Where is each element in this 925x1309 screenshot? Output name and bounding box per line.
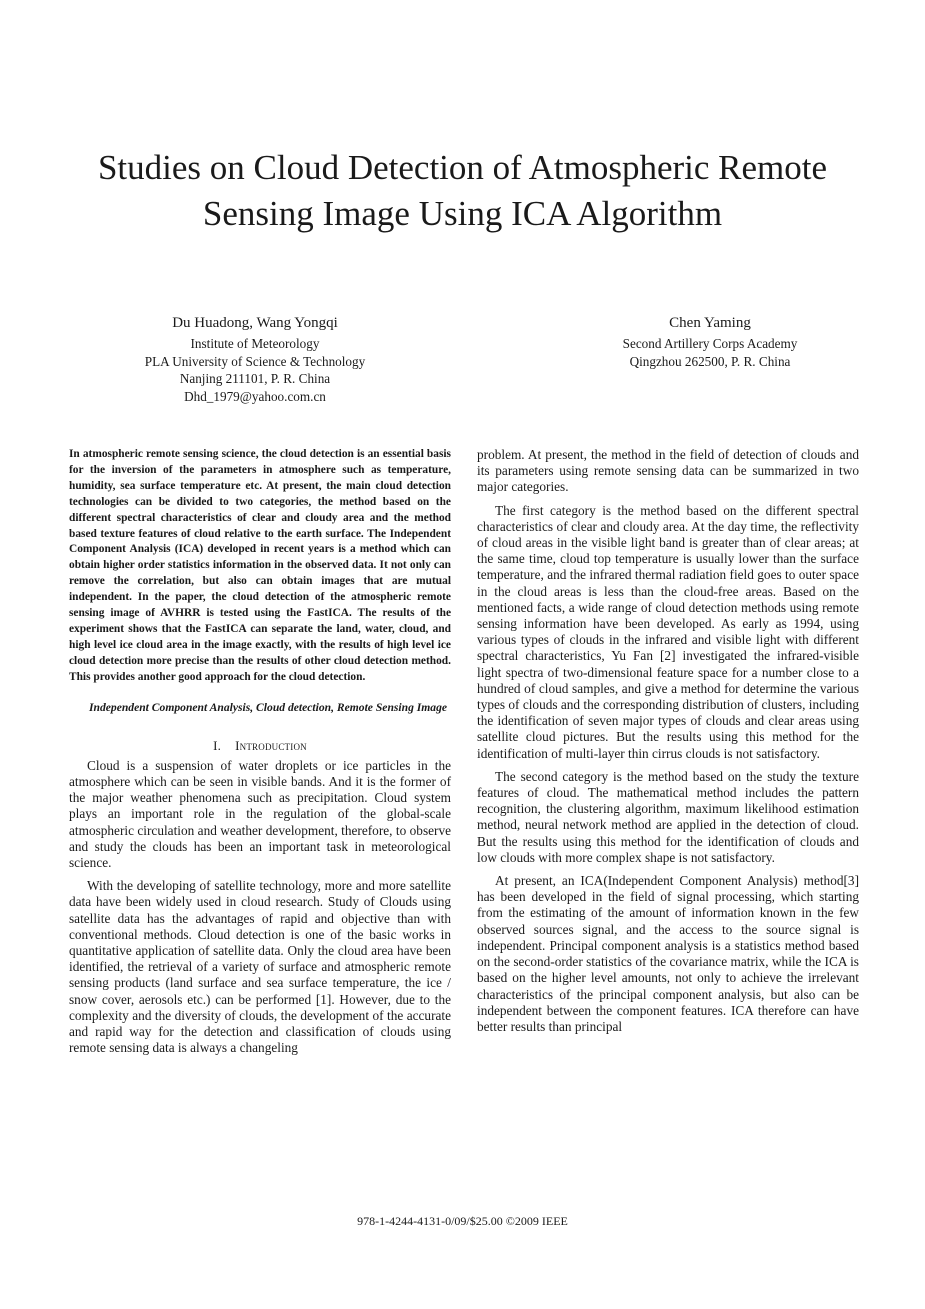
body-paragraph: The first category is the method based on the different spectral characteristics of clear and cloudy area. At the day time, the reflectivity of cloud areas in the visible light band is greater than of clear areas; at the same time, cloud top temperature is usually lower than the surface temperature, and the infrared thermal radiation field goes to outer space in the cloud areas is less than the cloud-free areas. Based on the mentioned facts, a wide range of cloud detection methods using remote sensing information have been developed. As early as 1994, using various types of clouds in the infrared and visible light with different spectral characteristics, Yu Fan [2] investigated the infrared-visible light spectra of two-dimensional feature space for a number close to a hundred of cloud samples, and give a method for determine the various types of clouds and the corresponding distribution of clusters, including the identification of seven major types of clouds and clear areas using satellite cloud pictures. But the results using this method for the identification of multi-layer thin cirrus clouds is not satisfactory. [477,502,859,761]
affiliation-line: Second Artillery Corps Academy [622,336,798,351]
author-block-right [560,313,860,370]
keywords: Independent Component Analysis, Cloud detection, Remote Sensing Image [89,700,448,714]
author-names: Chen Yaming [669,315,751,331]
body-paragraph: Cloud is a suspension of water droplets or ice particles in the atmosphere which can be seen in visible bands. And it is the former of the major weather phenomena such as precipitation. Cloud system plays an important role in the regulation of the global-scale atmospheric circulation and weather development, therefore, to observe and study the clouds has been an important task in meteorological science. [69,757,451,871]
section-heading [69,738,451,754]
affiliation-line: Institute of Meteorology [190,336,320,351]
author-email: Dhd_1979@yahoo.com.cn [184,388,326,404]
affiliation-line: Nanjing 211101, P. R. China [179,371,331,386]
section-title: Introduction [235,737,307,753]
affiliation-line: PLA University of Science & Technology [144,353,366,369]
left-column [69,447,451,1063]
copyright-footer: 978-1-4244-4131-0/09/$25.00 ©2009 IEEE [357,1214,568,1228]
body-paragraph: With the developing of satellite technology, more and more satellite data have been widely used in cloud research. Study of Clouds using satellite data has the advantages of rapid and objective than with conventional methods. Cloud detection is one of the basic works in quantitative application of satellite data. Only the cloud area have been identified, the retrieval of a variety of surface and atmospheric remote sensing products (land surface and sea surface temperature, the ice / snow cover, aerosols etc.) can be performed [1]. However, due to the complexity and the diversity of clouds, the development of the accurate and rapid way for the detection and classification of clouds using remote sensing data is always a changeling [69,878,451,1056]
right-column [477,447,859,1042]
abstract: In atmospheric remote sensing science, the cloud detection is an essential basis for the inversion of the parameters in atmosphere such as temperature, humidity, sea surface temperature etc. At present, the main cloud detection technologies can be divided to two categories, the method based on the different spectral characteristics of clear and cloudy area and the method based texture features of cloud relative to the earth surface. The Independent Component Analysis (ICA) developed in recent years is a method which can obtain higher order statistics information in the observed data. It not only can remove the correlation, but also can obtain images that are mutual independent. In the paper, the cloud detection of the atmospheric remote sensing image of AVHRR is tested using the FastICA. The results of the experiment shows that the FastICA can separate the land, water, cloud, and high level ice cloud area in the image exactly, with the results of high level ice cloud detection more precise than the results of other cloud detection method. This provides another good approach for the cloud detection. [69,448,451,683]
author-names: Du Huadong, Wang Yongqi [172,315,338,331]
body-paragraph-continuation: problem. At present, the method in the field of detection of clouds and its parameters using remote sensing data can be summarized in two major categories. [477,447,859,495]
affiliation-line: Qingzhou 262500, P. R. China [629,353,791,369]
paper-title: Studies on Cloud Detection of Atmospheric Remote Sensing Image Using ICA Algorithm [97,148,828,233]
body-paragraph: At present, an ICA(Independent Component Analysis) method[3] has been developed in the field of signal processing, which starting from the estimating of the amount of information known in the few observed sources signal, and the access to the source signal is independent. Principal component analysis is a statistics method based on the second-order statistics of the covariance matrix, while the ICA is based on the higher level amounts, not only to achieve the irrelevant characteristics of the principal component analysis, but also can be independent between the component features. ICA therefore can have better results than principal [477,873,859,1034]
author-block-left [100,313,410,405]
section-number: I. [213,737,222,753]
body-paragraph: The second category is the method based on the study the texture features of cloud. The mathematical method includes the pattern recognition, the clustering algorithm, maximum likelihood estimation method, neural network method are applied in the detection of cloud. But the results using this method for the identification of clouds and low clouds with more complex shape is not satisfactory. [477,768,859,865]
